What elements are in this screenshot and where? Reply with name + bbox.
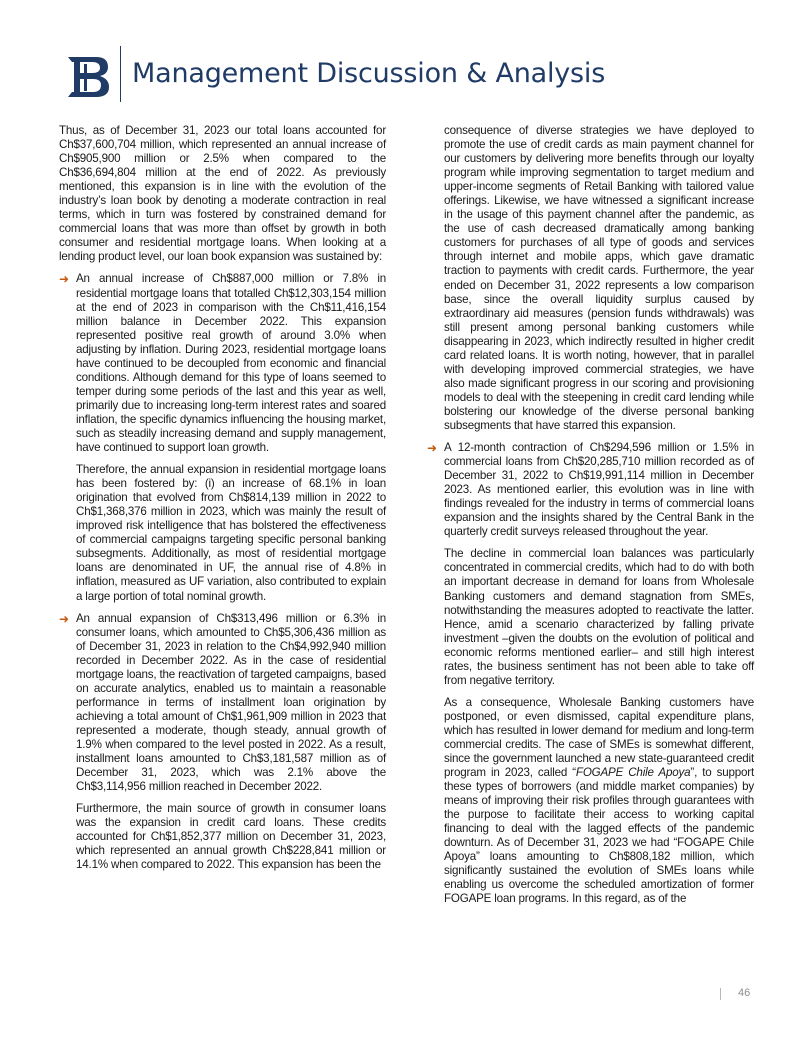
left-column [59,124,386,880]
right-column [427,124,754,915]
arrow-right-icon: ➜ [427,441,437,456]
bank-monogram-logo-icon [66,53,110,99]
bullet-text: An annual expansion of Ch$313,496 million or 6.3% in consumer loans, which amounted to Ch$5,306,436 million as of December 31, 2023 in relation to the Ch$4,992,940 million recorded in December 2022. As in the case of residential mortgage loans, the reactivation of targeted campaigns, based on accurate analytics, enabled us to maintain a reasonable performance in terms of installment loan origination by achieving a total amount of Ch$1,961,909 million in 2023 that represented a moderate, though steady, annual growth of 1.9% when compared to the level posted in 2022. As a result, installment loans amounted to Ch$3,181,587 million as of December 31, 2023, which was 2.1% above the Ch$3,114,956 million reached in December 2022. [76,611,386,794]
bullet-residential-mortgage [59,272,386,455]
paragraph-text-start: As a consequence, Wholesale Banking customers have postponed, or even dismissed, capital expenditure plans, which has resulted in lower demand for medium and long-term commercial credits. The case of SMEs is somewhat different, since the government launched a new state-guaranteed credit program in 2023, called “ [444,695,754,780]
bullet-consumer-loans [59,612,386,795]
credit-card-continuation-paragraph: consequence of diverse strategies we have deployed to promote the use of credit cards as main payment channel for our customers by delivering more benefits through our loyalty program while improving segmentation to target medium and upper-income segments of Retail Banking with tailored value offerings. Likewise, we have witnessed a significant increase in the usage of this payment channel after the pandemic, as the use of cash decreased dramatically among banking customers for purchases of all type of goods and services through internet and mobile apps, which gave dramatic traction to payments with credit cards. Furthermore, the year ended on December 31, 2022 represents a low comparison base, since the overall liquidity surplus caused by extraordinary aid measures (pension funds withdrawals) was still present among personal banking customers while disappearing in 2023, which indirectly resulted in higher credit card related loans. It is worth noting, however, that in parallel with developing improved commercial strategies, we have also made significant progress in our scoring and provisioning models to deal with the steepening in credit card lending while bolstering our knowledge of the diverse personal banking subsegments that have starred this expansion. [444,124,754,432]
credit-card-paragraph: Furthermore, the main source of growth in consumer loans was the expansion in credit card loans. These credits accounted for Ch$1,852,377 million on December 31, 2023, which represented an annual growth Ch$228,841 million or 14.1% when compared to 2022. This expansion has been the [76,802,386,872]
page-header [0,0,811,120]
bullet-commercial-loans [427,441,754,539]
header-divider [120,46,121,102]
arrow-right-icon: ➜ [59,611,69,626]
bullet-text: A 12-month contraction of Ch$294,596 million or 1.5% in commercial loans from Ch$20,285,710 million recorded as of December 31, 2022 to Ch$19,991,114 million in December 2023. As mentioned earlier, this evolution was in line with findings revealed for the industry in terms of commercial loans expansion and the insights shared by the Central Bank in the quarterly credit surveys released throughout the year. [444,441,754,539]
intro-paragraph: Thus, as of December 31, 2023 our total loans accounted for Ch$37,600,704 million, which represented an annual increase of Ch$905,900 million or 2.5% when compared to the Ch$36,694,804 million at the end of 2022. As previously mentioned, this expansion is in line with the evolution of the industry’s loan book by denoting a moderate contraction in real terms, which in turn was fostered by constrained demand for commercial loans that was more than offset by growth in both consumer and residential mortgage loans. When looking at a lending product level, our loan book expansion was sustained by: [59,124,386,264]
commercial-decline-paragraph: The decline in commercial loan balances was particularly concentrated in commercial credits, which had to do with both an important decrease in demand for loans from Wholesale Banking customers and demand stagnation from SMEs, notwithstanding the measures adopted to reactivate the latter. Hence, amid a scenario characterized by falling private investment –given the doubts on the evolution of political and economic reforms mentioned earlier– and still high interest rates, the business sentiment has not been able to take off from negative territory. [444,547,754,687]
bullet-text: An annual increase of Ch$887,000 million or 7.8% in residential mortgage loans that totalled Ch$12,303,154 million at the end of 2023 in comparison with the Ch$11,416,154 million balance in December 2022. This expansion represented positive real growth of around 3.0% when adjusting by inflation. During 2023, residential mortgage loans have continued to be decoupled from economic and financial conditions. Although demand for this type of loans seemed to temper during some periods of the last and this year as well, primarily due to increasing long-term interest rates and soared inflation, the specific dynamics influencing the housing market, such as steadily increasing demand and supply management, have continued to support loan growth. [76,272,386,455]
page-title: Management Discussion & Analysis [132,58,606,89]
program-name: FOGAPE Chile Apoya [575,766,691,780]
paragraph-text-end: ”, to support these types of borrowers (and middle market companies) by means of improving their risk profiles through guarantees with the purpose to facilitate their access to working capital financing to deal with the lagged effects of the pandemic downturn. As of December 31, 2023 we had “FOGAPE Chile Apoya” loans amounting to Ch$808,182 million, which significantly sustained the evolution of SMEs loans while enabling us overcome the scheduled amortization of former FOGAPE loan programs. In this regard, as of the [444,766,754,906]
arrow-right-icon: ➜ [59,272,69,287]
footer-divider [720,988,721,1000]
mortgage-detail-paragraph: Therefore, the annual expansion in residential mortgage loans has been fostered by: (i) an increase of 68.1% in loan origination that evolved from Ch$814,139 million in 2022 to Ch$1,368,376 million in 2023, which was mainly the result of improved risk intelligence that has bolstered the effectiveness of commercial campaigns targeting specific personal banking subsegments. Additionally, as most of residential mortgage loans are denominated in UF, the annual rise of 4.8% in inflation, measured as UF variation, also contributed to explain a large portion of total nominal growth. [76,463,386,603]
wholesale-sme-paragraph [427,696,754,907]
page-number: 46 [738,987,751,999]
